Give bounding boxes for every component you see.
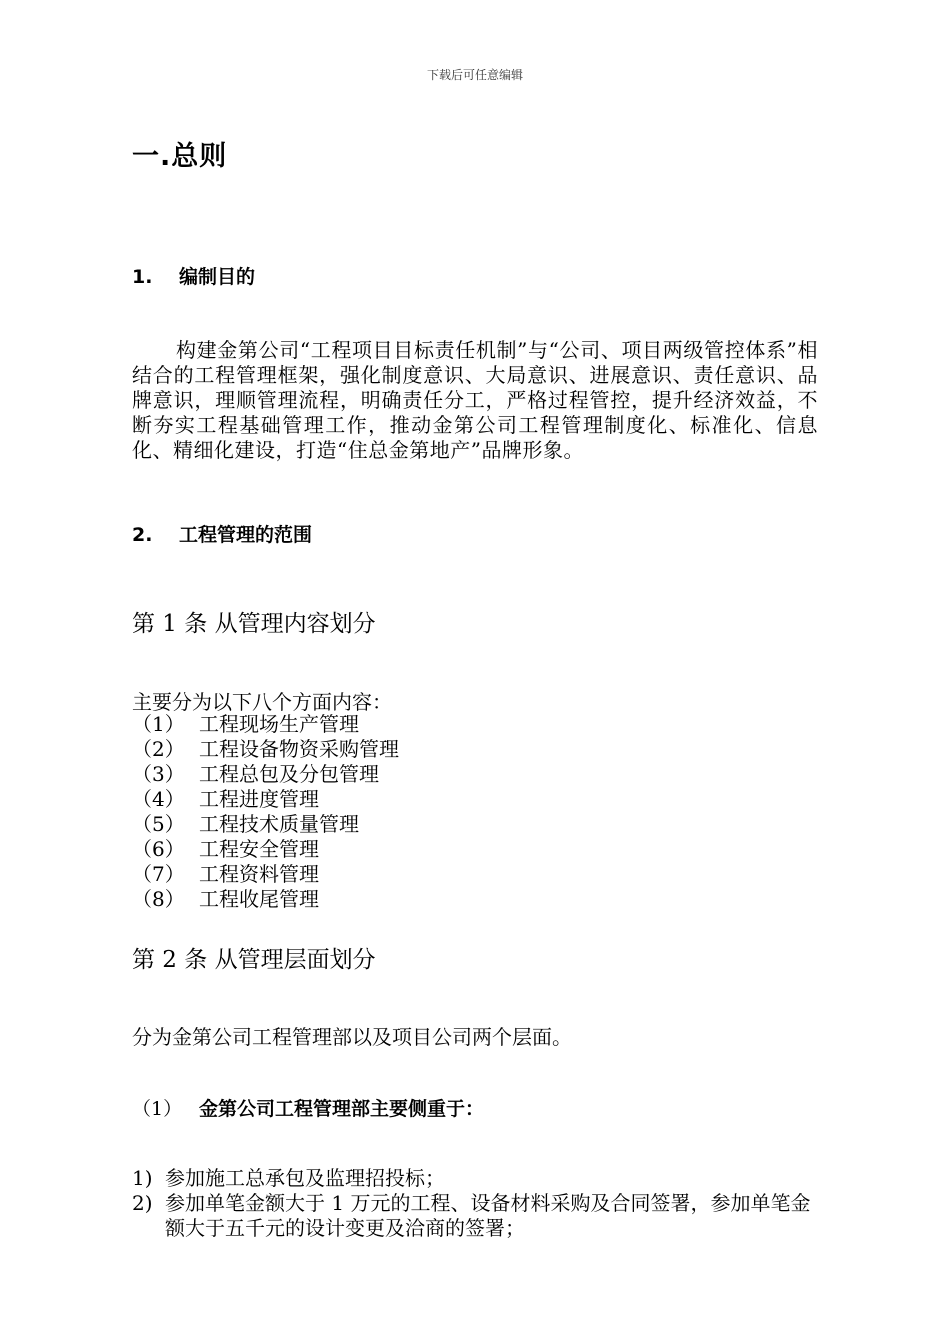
section-1-heading: [132, 262, 255, 289]
list-item: （5） 工程技术质量管理: [132, 812, 359, 836]
list-item: （7） 工程资料管理: [132, 862, 319, 886]
article-1-list: [132, 712, 399, 912]
article-2-subheading: [132, 1094, 484, 1121]
list-item: （6） 工程安全管理: [132, 837, 319, 861]
list-item: 2) 参加单笔金额大于 1 万元的工程、设备材料采购及合同签署，参加单笔金额大于五千元的设计变更及洽商的签署；: [132, 1191, 811, 1240]
article-1-intro: 主要分为以下八个方面内容：: [132, 690, 392, 714]
subheading-label: 金第公司工程管理部主要侧重于：: [199, 1098, 485, 1120]
section-2-number: 2.: [132, 524, 153, 546]
section-1-paragraph: 构建金第公司“工程项目目标责任机制”与“公司、项目两级管控体系”相结合的工程管理框架，强化制度意识、大局意识、进展意识、责任意识、品牌意识，理顺管理流程，明确责任分工，严格过程管控，提升经济效益，不断夯实工程基础管理工作，推动金第公司工程管理制度化、标准化、信息化、精细化建设，打造“住总金第地产”品牌形象。: [132, 338, 818, 462]
article-2-intro: 分为金第公司工程管理部以及项目公司两个层面。: [132, 1025, 572, 1049]
list-item: （2） 工程设备物资采购管理: [132, 737, 399, 761]
list-item: （1） 工程现场生产管理: [132, 712, 359, 736]
list-item: （8） 工程收尾管理: [132, 887, 319, 911]
article-2-list: [132, 1166, 818, 1241]
list-item: 1) 参加施工总承包及监理招投标；: [132, 1166, 445, 1190]
subheading-mark: （1）: [132, 1098, 183, 1120]
article-1-title: 第 1 条 从管理内容划分: [132, 611, 376, 637]
section-2-heading: [132, 520, 312, 547]
section-1-title: 编制目的: [179, 266, 256, 288]
section-1-number: 1.: [132, 266, 153, 288]
header-note: 下载后可任意编辑: [426, 68, 523, 82]
chapter-title: 一.总则: [132, 141, 228, 172]
article-2-title: 第 2 条 从管理层面划分: [132, 947, 376, 973]
list-item: （4） 工程进度管理: [132, 787, 319, 811]
list-item: （3） 工程总包及分包管理: [132, 762, 379, 786]
section-2-title: 工程管理的范围: [179, 524, 313, 546]
